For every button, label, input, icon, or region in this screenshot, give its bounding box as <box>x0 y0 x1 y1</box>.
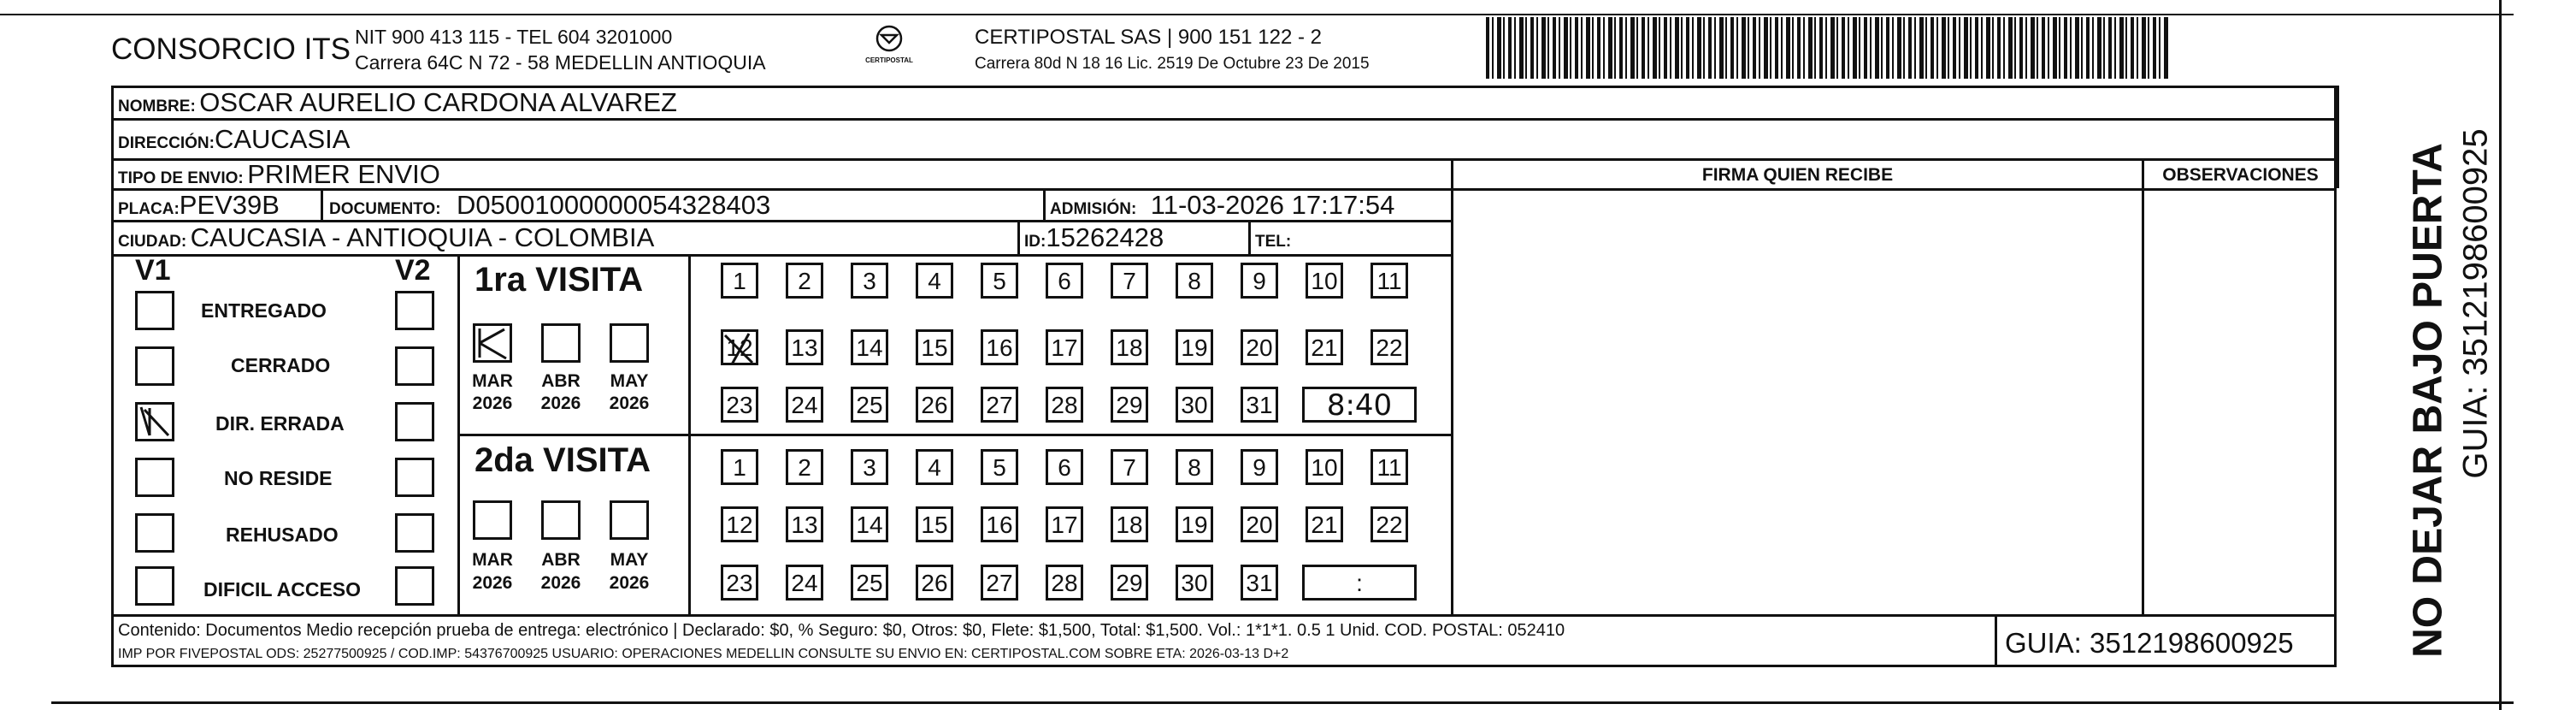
visit1-month-box[interactable] <box>541 323 581 363</box>
placa-label: PLACA: <box>118 200 180 218</box>
day-box[interactable]: 2 <box>786 263 823 299</box>
day-box[interactable]: 4 <box>916 263 953 299</box>
day-box[interactable]: 8 <box>1176 263 1213 299</box>
footer-imp: IMP POR FIVEPOSTAL ODS: 25277500925 / COD.IMP: 54376700925 USUARIO: OPERACIONES MEDELLIN CONSULTE SU ENVIO EN: CERTIPOSTAL.COM SOBRE ETA: 2026-03-13 D+2 <box>118 647 1289 661</box>
bottom-rule <box>51 701 2514 704</box>
day-box[interactable]: 20 <box>1241 329 1278 365</box>
day-box[interactable]: 3 <box>851 449 888 485</box>
day-box[interactable]: 24 <box>786 565 823 601</box>
v2-checkbox[interactable] <box>395 566 434 606</box>
day-box[interactable]: 3 <box>851 263 888 299</box>
year-label: 2026 <box>472 393 513 413</box>
nombre-value: OSCAR AURELIO CARDONA ALVAREZ <box>199 87 677 117</box>
firma-header: FIRMA QUIEN RECIBE <box>1701 165 1894 185</box>
company-line2: Carrera 64C N 72 - 58 MEDELLIN ANTIOQUIA <box>355 51 766 74</box>
month-label: MAR <box>472 371 513 391</box>
id-value: 15262428 <box>1046 222 1164 252</box>
day-box[interactable]: 27 <box>981 565 1018 601</box>
visit2-month-box[interactable] <box>473 500 512 540</box>
day-box[interactable]: 25 <box>851 565 888 601</box>
day-box[interactable]: 27 <box>981 387 1018 423</box>
day-box[interactable]: 18 <box>1111 329 1148 365</box>
v1-label: V1 <box>135 254 171 287</box>
status-option: DIR. ERRADA <box>215 412 345 435</box>
day-box[interactable]: 1 <box>721 449 758 485</box>
day-number: 12 <box>726 334 753 361</box>
nombre-row <box>118 86 677 118</box>
day-box[interactable]: 21 <box>1306 329 1343 365</box>
day-box[interactable]: 29 <box>1111 387 1148 423</box>
day-box[interactable]: 16 <box>981 506 1018 542</box>
visit2-title: 2da VISITA <box>475 441 651 479</box>
day-box[interactable]: 7 <box>1111 263 1148 299</box>
day-box[interactable]: 22 <box>1371 506 1408 542</box>
visit1-time-box[interactable]: 8:40 <box>1302 387 1417 423</box>
v1-checkbox[interactable] <box>135 291 174 330</box>
status-option: DIFICIL ACCESO <box>203 578 362 601</box>
direccion-row <box>118 120 350 157</box>
v1-checkbox[interactable] <box>135 513 174 553</box>
direccion-value: CAUCASIA <box>214 124 351 154</box>
col-line <box>321 188 323 220</box>
v1-checkbox[interactable] <box>135 458 174 497</box>
year-label: 2026 <box>609 573 650 593</box>
documento-cell <box>329 190 770 226</box>
v2-checkbox[interactable] <box>395 458 434 497</box>
handwritten-x-mark <box>475 326 510 360</box>
day-box[interactable]: 28 <box>1046 387 1083 423</box>
col-line <box>2337 86 2339 188</box>
day-box[interactable]: 26 <box>916 387 953 423</box>
day-box[interactable]: 16 <box>981 329 1018 365</box>
tipo-value: PRIMER ENVIO <box>247 159 440 189</box>
v2-label: V2 <box>395 254 431 287</box>
handwritten-x-mark <box>138 405 172 439</box>
day-box[interactable]: 30 <box>1176 565 1213 601</box>
col-line <box>688 254 691 614</box>
visit1-month-box[interactable] <box>610 323 649 363</box>
col-line <box>1995 614 1997 667</box>
day-box[interactable]: 11 <box>1371 263 1408 299</box>
day-box[interactable]: 9 <box>1241 263 1278 299</box>
tel-label: TEL: <box>1255 233 1292 251</box>
admision-label: ADMISIÓN: <box>1050 200 1137 218</box>
day-box[interactable]: 5 <box>981 263 1018 299</box>
documento-value: D05001000000054328403 <box>457 190 771 220</box>
placa-cell <box>118 190 280 226</box>
col-line <box>1017 220 1020 254</box>
day-box[interactable]: 17 <box>1046 329 1083 365</box>
day-box[interactable]: 22 <box>1371 329 1408 365</box>
day-box[interactable]: 26 <box>916 565 953 601</box>
day-box[interactable]: 19 <box>1176 506 1213 542</box>
day-box[interactable]: 20 <box>1241 506 1278 542</box>
day-box[interactable]: 14 <box>851 329 888 365</box>
status-option: NO RESIDE <box>224 467 333 489</box>
day-box[interactable]: 6 <box>1046 449 1083 485</box>
visit2-month-box[interactable] <box>541 500 581 540</box>
side-warning: NO DEJAR BAJO PUERTA <box>2405 143 2451 658</box>
day-box[interactable]: 24 <box>786 387 823 423</box>
day-box[interactable]: 13 <box>786 329 823 365</box>
day-box[interactable]: 11 <box>1371 449 1408 485</box>
day-box[interactable]: 15 <box>916 329 953 365</box>
v2-checkbox[interactable] <box>395 513 434 553</box>
day-box[interactable]: 31 <box>1241 387 1278 423</box>
nombre-label: NOMBRE: <box>118 98 196 115</box>
ciudad-label: CIUDAD: <box>118 233 187 251</box>
day-box[interactable]: 12 <box>721 506 758 542</box>
year-label: 2026 <box>540 573 581 593</box>
month-label: MAR <box>472 550 513 570</box>
day-box[interactable]: 10 <box>1306 449 1343 485</box>
day-box[interactable]: 29 <box>1111 565 1148 601</box>
v1-checkbox[interactable] <box>135 346 174 386</box>
side-guia: GUIA: 3512198600925 <box>2456 128 2495 479</box>
month-label: ABR <box>541 371 581 391</box>
company-line1: NIT 900 413 115 - TEL 604 3201000 <box>355 26 673 48</box>
logo-text: CERTIPOSTAL <box>865 56 913 64</box>
carrier-line1: CERTIPOSTAL SAS | 900 151 122 - 2 <box>975 26 1322 49</box>
footer-guia: GUIA: 3512198600925 <box>2005 627 2294 659</box>
day-box[interactable]: 5 <box>981 449 1018 485</box>
col-line <box>1451 158 1453 614</box>
day-box[interactable]: 18 <box>1111 506 1148 542</box>
v2-checkbox[interactable] <box>395 346 434 386</box>
day-box[interactable]: 19 <box>1176 329 1213 365</box>
v1-checkbox-checked[interactable] <box>135 402 174 441</box>
day-box[interactable]: 23 <box>721 387 758 423</box>
day-box[interactable]: 6 <box>1046 263 1083 299</box>
id-cell <box>1024 222 1164 259</box>
month-label: MAY <box>610 550 649 570</box>
day-box-checked[interactable] <box>721 329 758 365</box>
visit2-time-box[interactable]: : <box>1302 565 1417 601</box>
day-box[interactable]: 15 <box>916 506 953 542</box>
status-option: ENTREGADO <box>201 299 327 322</box>
status-option: REHUSADO <box>226 524 339 546</box>
day-box[interactable]: 21 <box>1306 506 1343 542</box>
row-line <box>111 118 2337 121</box>
placa-value: PEV39B <box>179 190 280 220</box>
year-label: 2026 <box>540 393 581 413</box>
certipostal-logo <box>855 24 923 71</box>
col-line <box>457 254 460 614</box>
ciudad-cell <box>118 222 654 259</box>
year-label: 2026 <box>609 393 650 413</box>
documento-label: DOCUMENTO: <box>329 200 441 218</box>
day-box[interactable]: 2 <box>786 449 823 485</box>
day-box[interactable]: 28 <box>1046 565 1083 601</box>
tipo-label: TIPO DE ENVIO: <box>118 169 244 187</box>
day-box[interactable]: 10 <box>1306 263 1343 299</box>
carrier-line2: Carrera 80d N 18 16 Lic. 2519 De Octubre 23 De 2015 <box>975 55 1370 73</box>
day-box[interactable]: 13 <box>786 506 823 542</box>
tipo-row <box>118 159 440 188</box>
direccion-label: DIRECCIÓN: <box>118 134 215 152</box>
visit1-month-box-checked[interactable] <box>473 323 512 363</box>
company-name: CONSORCIO ITS <box>111 33 351 66</box>
row-line <box>457 434 1453 436</box>
visit1-title: 1ra VISITA <box>475 261 644 299</box>
handwritten-x-mark <box>723 332 756 364</box>
day-box[interactable]: 9 <box>1241 449 1278 485</box>
footer-contents: Contenido: Documentos Medio recepción prueba de entrega: electrónico | Declarado: $0, % Seguro: $0, Otros: $0, Flete: $1,500, Total: $1,500. Vol.: 1*1*1. 0.5 1 Unid. COD. POSTAL: 052410 <box>118 621 1565 640</box>
tel-cell <box>1255 222 1291 259</box>
day-box[interactable]: 25 <box>851 387 888 423</box>
barcode <box>1486 17 2170 79</box>
v2-checkbox[interactable] <box>395 402 434 441</box>
month-label: ABR <box>541 550 581 570</box>
day-box[interactable]: 23 <box>721 565 758 601</box>
visit2-month-box[interactable] <box>610 500 649 540</box>
v2-checkbox[interactable] <box>395 291 434 330</box>
admision-cell <box>1050 190 1394 226</box>
ciudad-value: CAUCASIA - ANTIOQUIA - COLOMBIA <box>190 222 655 252</box>
right-frame <box>2499 0 2502 710</box>
v1-checkbox[interactable] <box>135 566 174 606</box>
day-box[interactable]: 4 <box>916 449 953 485</box>
admision-value: 11-03-2026 17:17:54 <box>1150 190 1395 220</box>
day-box[interactable]: 31 <box>1241 565 1278 601</box>
day-box[interactable]: 8 <box>1176 449 1213 485</box>
row-line <box>111 614 2337 617</box>
col-line <box>1043 188 1046 220</box>
day-box[interactable]: 14 <box>851 506 888 542</box>
day-box[interactable]: 1 <box>721 263 758 299</box>
month-label: MAY <box>610 371 649 391</box>
top-rule <box>0 14 2514 15</box>
col-line <box>2142 158 2144 614</box>
day-box[interactable]: 7 <box>1111 449 1148 485</box>
day-box[interactable]: 17 <box>1046 506 1083 542</box>
status-option: CERRADO <box>231 354 331 376</box>
id-label: ID: <box>1024 233 1046 251</box>
day-box[interactable]: 30 <box>1176 387 1213 423</box>
year-label: 2026 <box>472 573 513 593</box>
observaciones-header: OBSERVACIONES <box>2162 165 2319 185</box>
